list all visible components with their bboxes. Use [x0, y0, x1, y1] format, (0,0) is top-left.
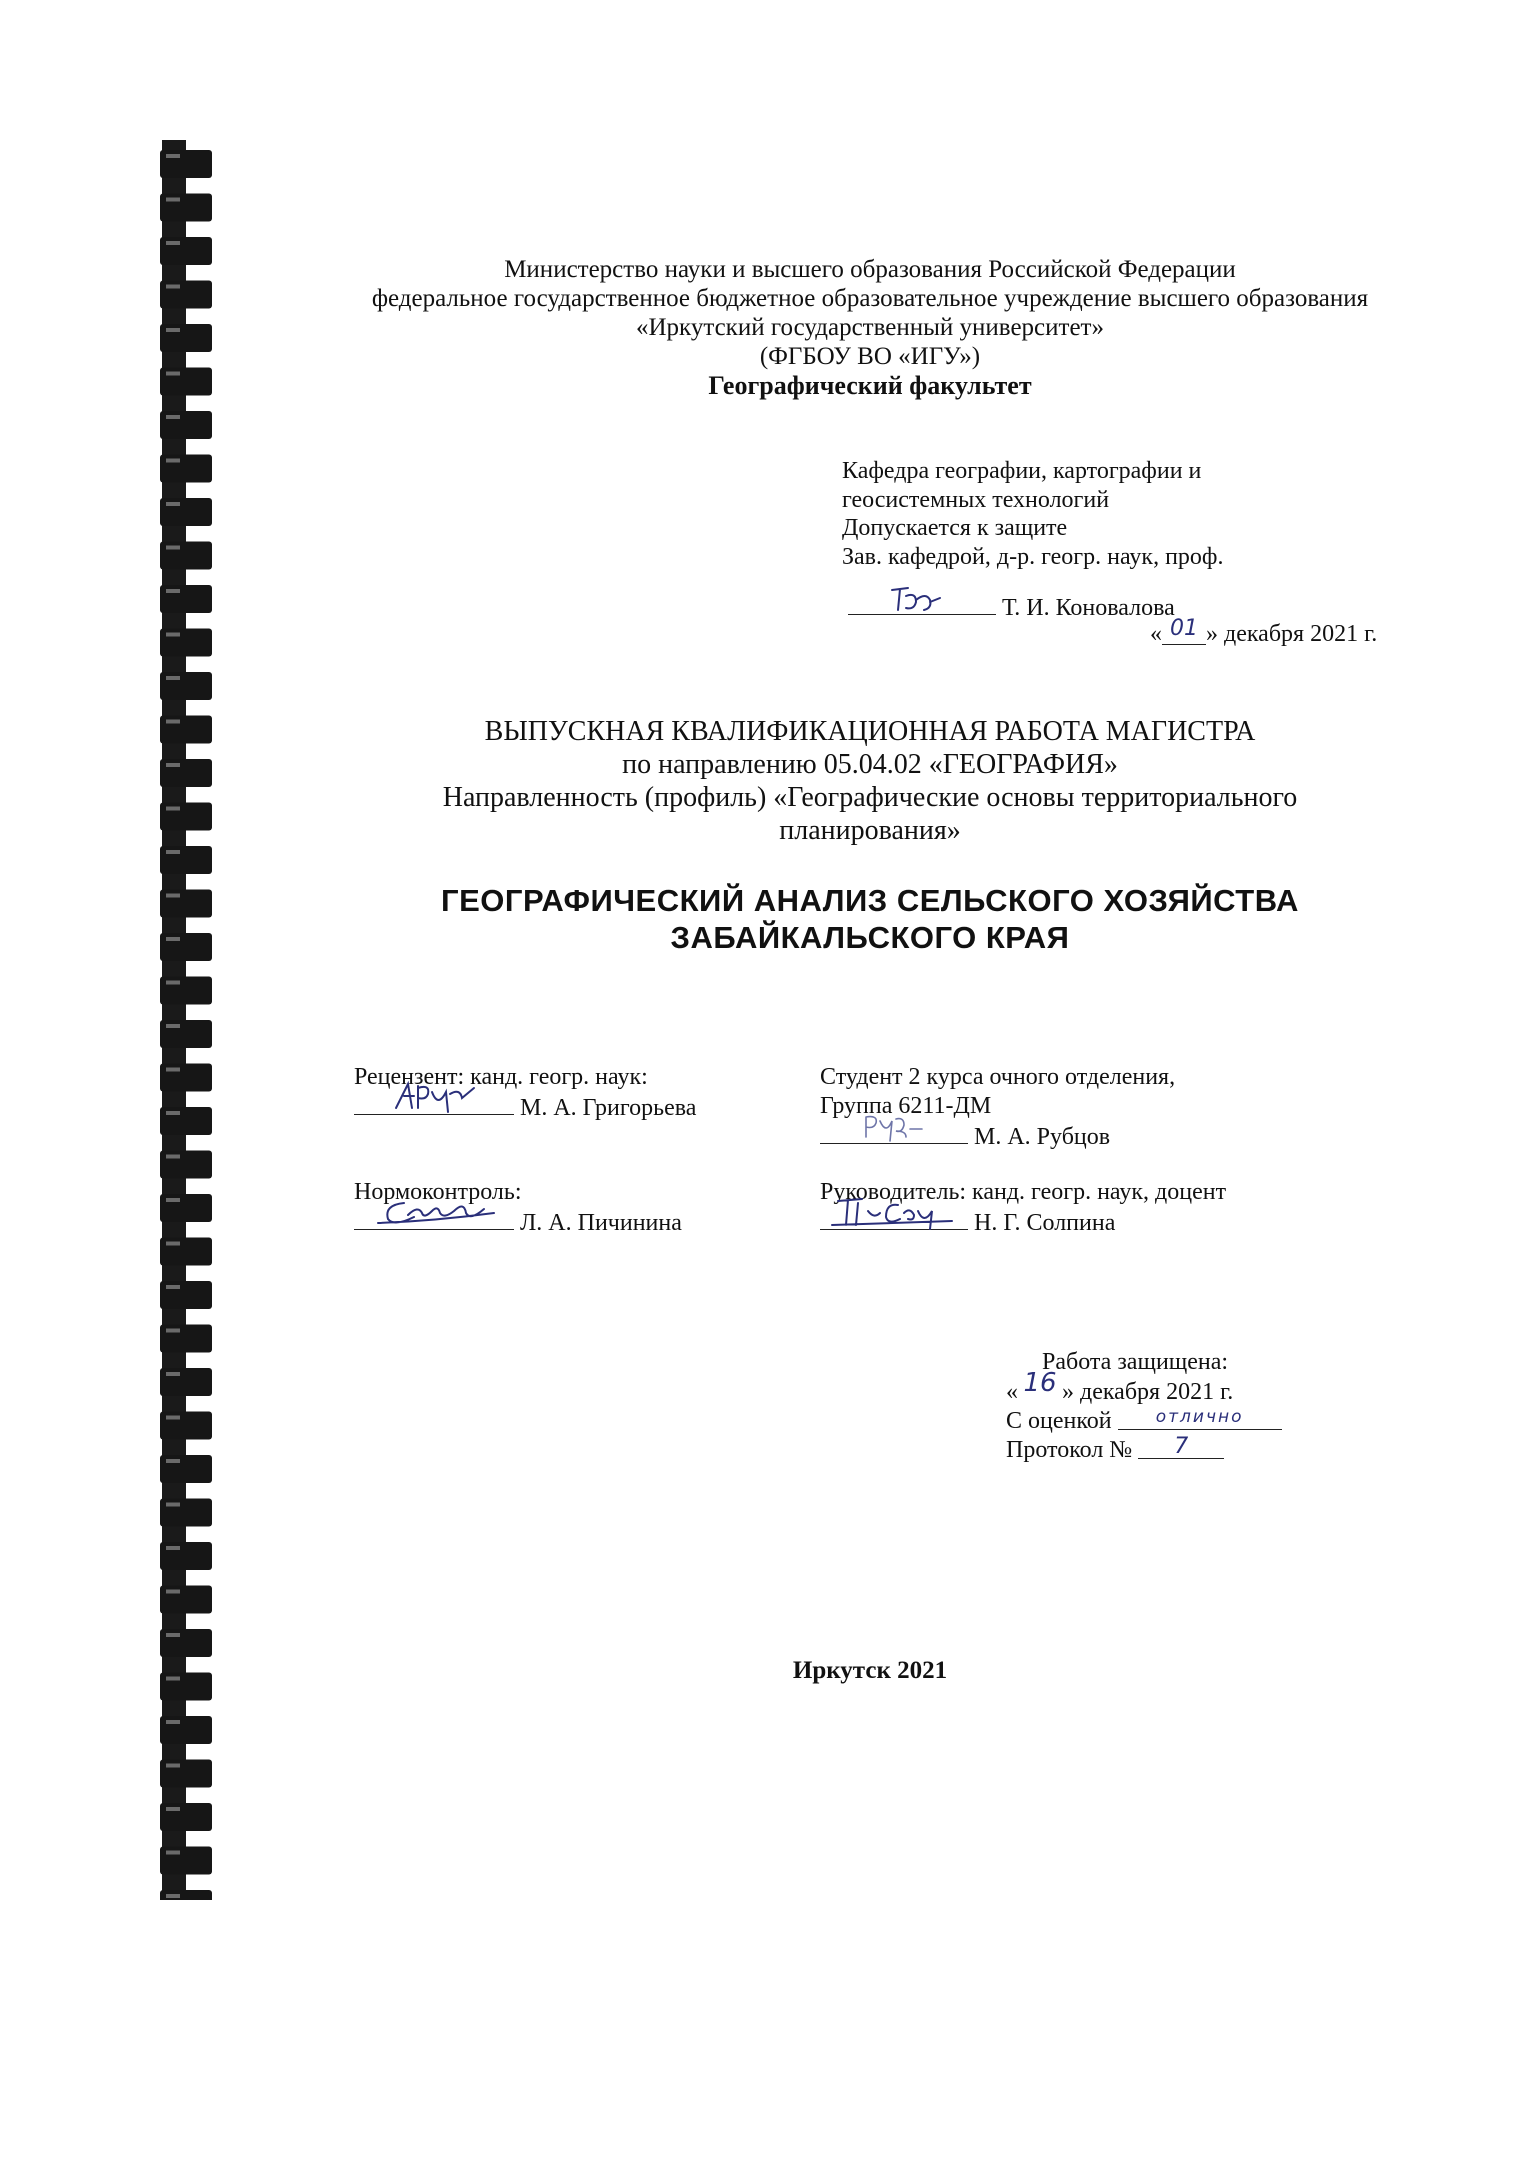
- binding-ring-highlight: [166, 894, 180, 898]
- approval-date-rest: » декабря 2021 г.: [1206, 621, 1378, 647]
- binding-ring-highlight: [166, 1329, 180, 1333]
- defense-protocol: [1006, 1436, 1282, 1465]
- binding-ring-highlight: [166, 1155, 180, 1159]
- head-signature-mark: [886, 582, 946, 618]
- binding-ring-highlight: [166, 1024, 180, 1028]
- binding-ring-highlight: [166, 676, 180, 680]
- binding-ring-highlight: [166, 154, 180, 158]
- protocol-blank: [1138, 1436, 1224, 1459]
- defense-grade: [1006, 1407, 1282, 1436]
- binding-ring-highlight: [166, 1633, 180, 1637]
- student-signature-mark: [860, 1109, 930, 1143]
- binding-ring-highlight: [166, 1198, 180, 1202]
- student-signature-blank: [820, 1121, 968, 1144]
- binding-ring-highlight: [166, 1416, 180, 1420]
- binding-ring-highlight: [166, 1807, 180, 1811]
- normcontrol-signature-blank: [354, 1207, 514, 1230]
- binding-ring-highlight: [166, 720, 180, 724]
- supervisor-label: Руководитель: канд. геогр. наук, доцент: [820, 1179, 1227, 1205]
- protocol-value: 7: [1174, 1434, 1189, 1459]
- defense-block: [1006, 1348, 1282, 1465]
- admission-line: Допускается к защите: [842, 515, 1068, 541]
- city-year: Иркутск 2021: [792, 1657, 948, 1684]
- thesis-title-line-1: ГЕОГРАФИЧЕСКИЙ АНАЛИЗ СЕЛЬСКОГО ХОЗЯЙСТВА: [441, 883, 1299, 918]
- binding-ring-highlight: [166, 1894, 180, 1898]
- work-type-line-4: планирования»: [779, 815, 961, 846]
- binding-ring-highlight: [166, 372, 180, 376]
- binding-ring-highlight: [166, 459, 180, 463]
- university-line: «Иркутский государственный университет»: [636, 314, 1104, 341]
- binding-ring-highlight: [166, 1459, 180, 1463]
- binding-ring-highlight: [166, 502, 180, 506]
- head-title-line: Зав. кафедрой, д-р. геогр. наук, проф.: [842, 543, 1224, 570]
- defense-date-day: 16: [1023, 1368, 1057, 1398]
- binding-ring-highlight: [166, 1546, 180, 1550]
- department-line-2: геосистемных технологий: [842, 486, 1110, 513]
- supervisor-signature-blank: [820, 1207, 968, 1230]
- binding-ring-highlight: [166, 241, 180, 245]
- approval-date-open-quote: «: [1150, 621, 1162, 647]
- student-label: Студент 2 курса очного отделения,: [820, 1064, 1176, 1090]
- normcontrol-signature-mark: [374, 1191, 504, 1233]
- binding-ring-highlight: [166, 546, 180, 550]
- binding-ring-highlight: [166, 415, 180, 419]
- ministry-line: Министерство науки и высшего образования Российской Федерации: [504, 256, 1236, 283]
- thesis-title-line-2: ЗАБАЙКАЛЬСКОГО КРАЯ: [670, 920, 1070, 955]
- approval-date: [1150, 616, 1378, 648]
- approval-date-day-blank: [1162, 616, 1206, 645]
- binding-ring-highlight: [166, 1242, 180, 1246]
- normcontrol-block: [354, 1178, 682, 1238]
- binding-ring-highlight: [166, 850, 180, 854]
- protocol-label: Протокол №: [1006, 1437, 1133, 1463]
- binding-ring-highlight: [166, 1764, 180, 1768]
- head-name: Т. И. Коновалова: [1002, 595, 1175, 621]
- department-block: [842, 457, 1223, 571]
- binding-ring-highlight: [166, 633, 180, 637]
- binding-ring-highlight: [166, 981, 180, 985]
- normcontrol-name: Л. А. Пичинина: [520, 1210, 682, 1236]
- binding-ring-highlight: [166, 328, 180, 332]
- work-type-block: [300, 715, 1440, 847]
- grade-label: С оценкой: [1006, 1408, 1112, 1434]
- defense-status: Работа защищена:: [1042, 1349, 1229, 1375]
- binding-ring-highlight: [166, 1111, 180, 1115]
- work-type-line-1: ВЫПУСКНАЯ КВАЛИФИКАЦИОННАЯ РАБОТА МАГИСТРА: [484, 716, 1256, 747]
- binding-ring-highlight: [166, 1851, 180, 1855]
- head-signature-blank: [848, 592, 996, 615]
- supervisor-signature-mark: [828, 1191, 958, 1233]
- institution-header: [300, 255, 1440, 400]
- binding-ring-highlight: [166, 1677, 180, 1681]
- student-name: М. А. Рубцов: [974, 1124, 1111, 1150]
- student-block: [820, 1063, 1175, 1152]
- binding-ring-highlight: [166, 1503, 180, 1507]
- faculty-line: Географический факультет: [708, 371, 1032, 400]
- binding-ring-highlight: [166, 589, 180, 593]
- binding-ring-highlight: [166, 1372, 180, 1376]
- work-type-line-2: по направлению 05.04.02 «ГЕОГРАФИЯ»: [622, 749, 1118, 780]
- reviewer-signature-mark: [390, 1078, 480, 1116]
- binding-ring-highlight: [166, 937, 180, 941]
- binding-ring-highlight: [166, 198, 180, 202]
- supervisor-block: [820, 1178, 1226, 1238]
- institution-type-line: федеральное государственное бюджетное образовательное учреждение высшего образования: [371, 285, 1369, 312]
- comb-binding: [160, 140, 240, 1900]
- binding-ring-highlight: [166, 807, 180, 811]
- department-line-1: Кафедра географии, картографии и: [842, 458, 1202, 484]
- work-type-line-3: Направленность (профиль) «Географические основы территориального: [442, 782, 1298, 813]
- binding-ring-highlight: [166, 1285, 180, 1289]
- defense-date-day-blank: [1018, 1368, 1062, 1401]
- binding-ring-highlight: [166, 1720, 180, 1724]
- university-abbr-line: (ФГБОУ ВО «ИГУ»): [759, 343, 981, 370]
- grade-blank: [1118, 1407, 1282, 1430]
- reviewer-block: [354, 1063, 696, 1123]
- grade-value: отлично: [1155, 1407, 1244, 1427]
- binding-ring-highlight: [166, 1590, 180, 1594]
- thesis-title: [300, 882, 1440, 956]
- defense-date: [1006, 1368, 1282, 1407]
- defense-date-rest: » декабря 2021 г.: [1062, 1379, 1234, 1405]
- binding-ring-highlight: [166, 285, 180, 289]
- normcontrol-label: Нормоконтроль:: [354, 1179, 522, 1205]
- approval-date-day: 01: [1170, 616, 1198, 641]
- binding-ring-highlight: [166, 1068, 180, 1072]
- binding-ring-highlight: [166, 763, 180, 767]
- defense-date-open-quote: «: [1006, 1379, 1018, 1405]
- reviewer-name: М. А. Григорьева: [520, 1095, 697, 1121]
- reviewer-signature-blank: [354, 1092, 514, 1115]
- head-signature-line: [848, 592, 1175, 622]
- reviewer-label: Рецензент: канд. геогр. наук:: [354, 1064, 648, 1090]
- supervisor-name: Н. Г. Солпина: [974, 1210, 1116, 1236]
- student-group: Группа 6211-ДМ: [820, 1093, 992, 1119]
